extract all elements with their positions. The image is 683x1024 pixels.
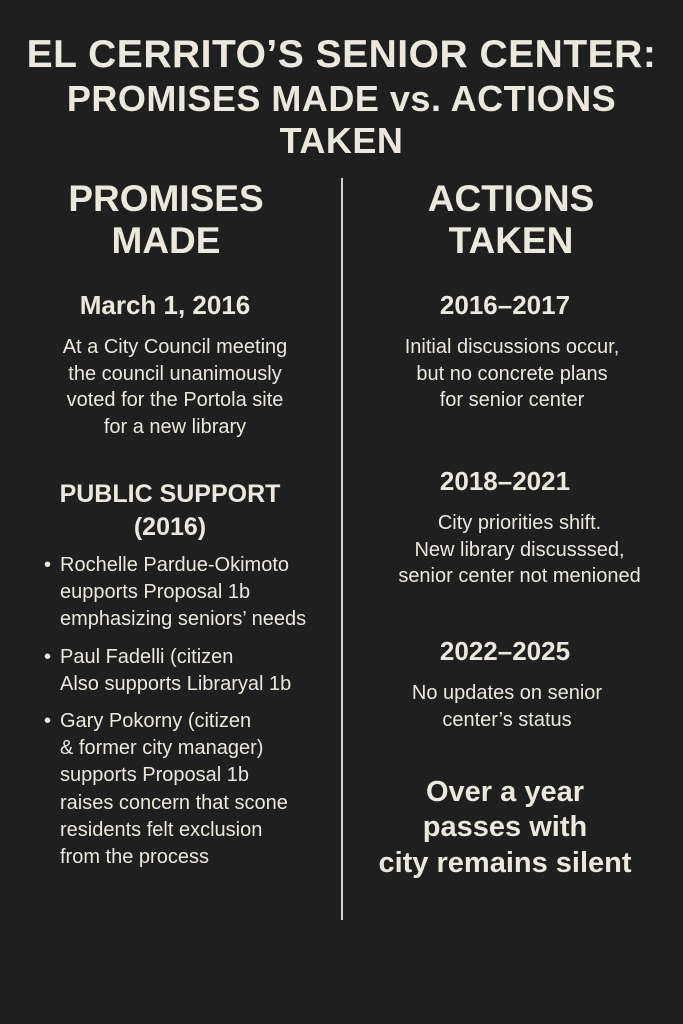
title-line-2: PROMISES MADE vs. ACTIONS TAKEN (66, 78, 617, 162)
period-description-line: City priorities shift. (437, 512, 602, 534)
supporter-line: & former city manager) (60, 737, 264, 760)
promise-date: March 1, 2016 (79, 290, 251, 320)
period-description-line: center’s status (442, 708, 572, 731)
supporter-line: eupports Proposal 1b (60, 581, 251, 604)
closing-statement (360, 775, 650, 881)
actions-heading-line-2: TAKEN (448, 220, 574, 262)
period-description-line: Initial discussions occur, (404, 336, 620, 358)
supporter-line: • Gary Pokorny (citizen (60, 709, 252, 732)
promises-heading (26, 178, 306, 262)
promises-heading-line-1: PROMISES (68, 178, 264, 219)
period-description-line: senior center not menioned (398, 565, 641, 588)
closing-line: city remains silent (378, 846, 632, 879)
promise-description-line: the council unanimously (68, 362, 282, 385)
supporter-line: Also supports Libraryal 1b (60, 672, 292, 695)
period-range: 2022–2025 (439, 636, 571, 666)
supporter-line: residents felt exclusion (60, 818, 263, 841)
supporter-line: • Paul Fadelli (citizen (60, 645, 234, 668)
period-description (362, 680, 652, 733)
supporter-item (44, 552, 339, 634)
closing-line: Over a year (425, 776, 584, 808)
column-divider (341, 178, 343, 920)
period-description-line: No updates on senior (411, 682, 603, 704)
period-description-line: New library discusssed, (414, 538, 625, 561)
supporter-item (44, 708, 339, 871)
supporter-line: from the process (60, 845, 209, 868)
supporter-line: supports Proposal 1b (60, 764, 250, 787)
period-description (362, 334, 662, 414)
period-description-line: but no concrete plans (416, 362, 608, 385)
actions-heading (371, 178, 651, 262)
period-description (362, 510, 677, 590)
public-support-heading-line-1: PUBLIC SUPPORT (59, 480, 281, 508)
page-title (0, 32, 683, 163)
supporters-list (44, 552, 339, 881)
supporter-item (44, 644, 339, 698)
actions-heading-line-1: ACTIONS (427, 178, 595, 219)
promise-description-line: for a new library (103, 415, 247, 438)
promise-description (30, 334, 320, 440)
period-description-line: for senior center (439, 389, 585, 412)
closing-line: passes with (422, 811, 588, 844)
promises-heading-line-2: MADE (111, 220, 221, 262)
period-range: 2018–2021 (439, 466, 571, 496)
public-support-heading-line-2: (2016) (133, 512, 207, 541)
supporter-line: • Rochelle Pardue-Okimoto (60, 554, 289, 576)
public-support-heading (40, 478, 300, 543)
title-line-1: EL CERRITO’S SENIOR CENTER: (26, 33, 657, 76)
period-range: 2016–2017 (439, 290, 571, 320)
promise-description-line: At a City Council meeting (62, 336, 288, 358)
supporter-line: raises concern that scone (60, 791, 288, 814)
supporter-line: emphasizing seniors’ needs (60, 608, 307, 631)
promise-description-line: voted for the Portola site (66, 389, 284, 412)
